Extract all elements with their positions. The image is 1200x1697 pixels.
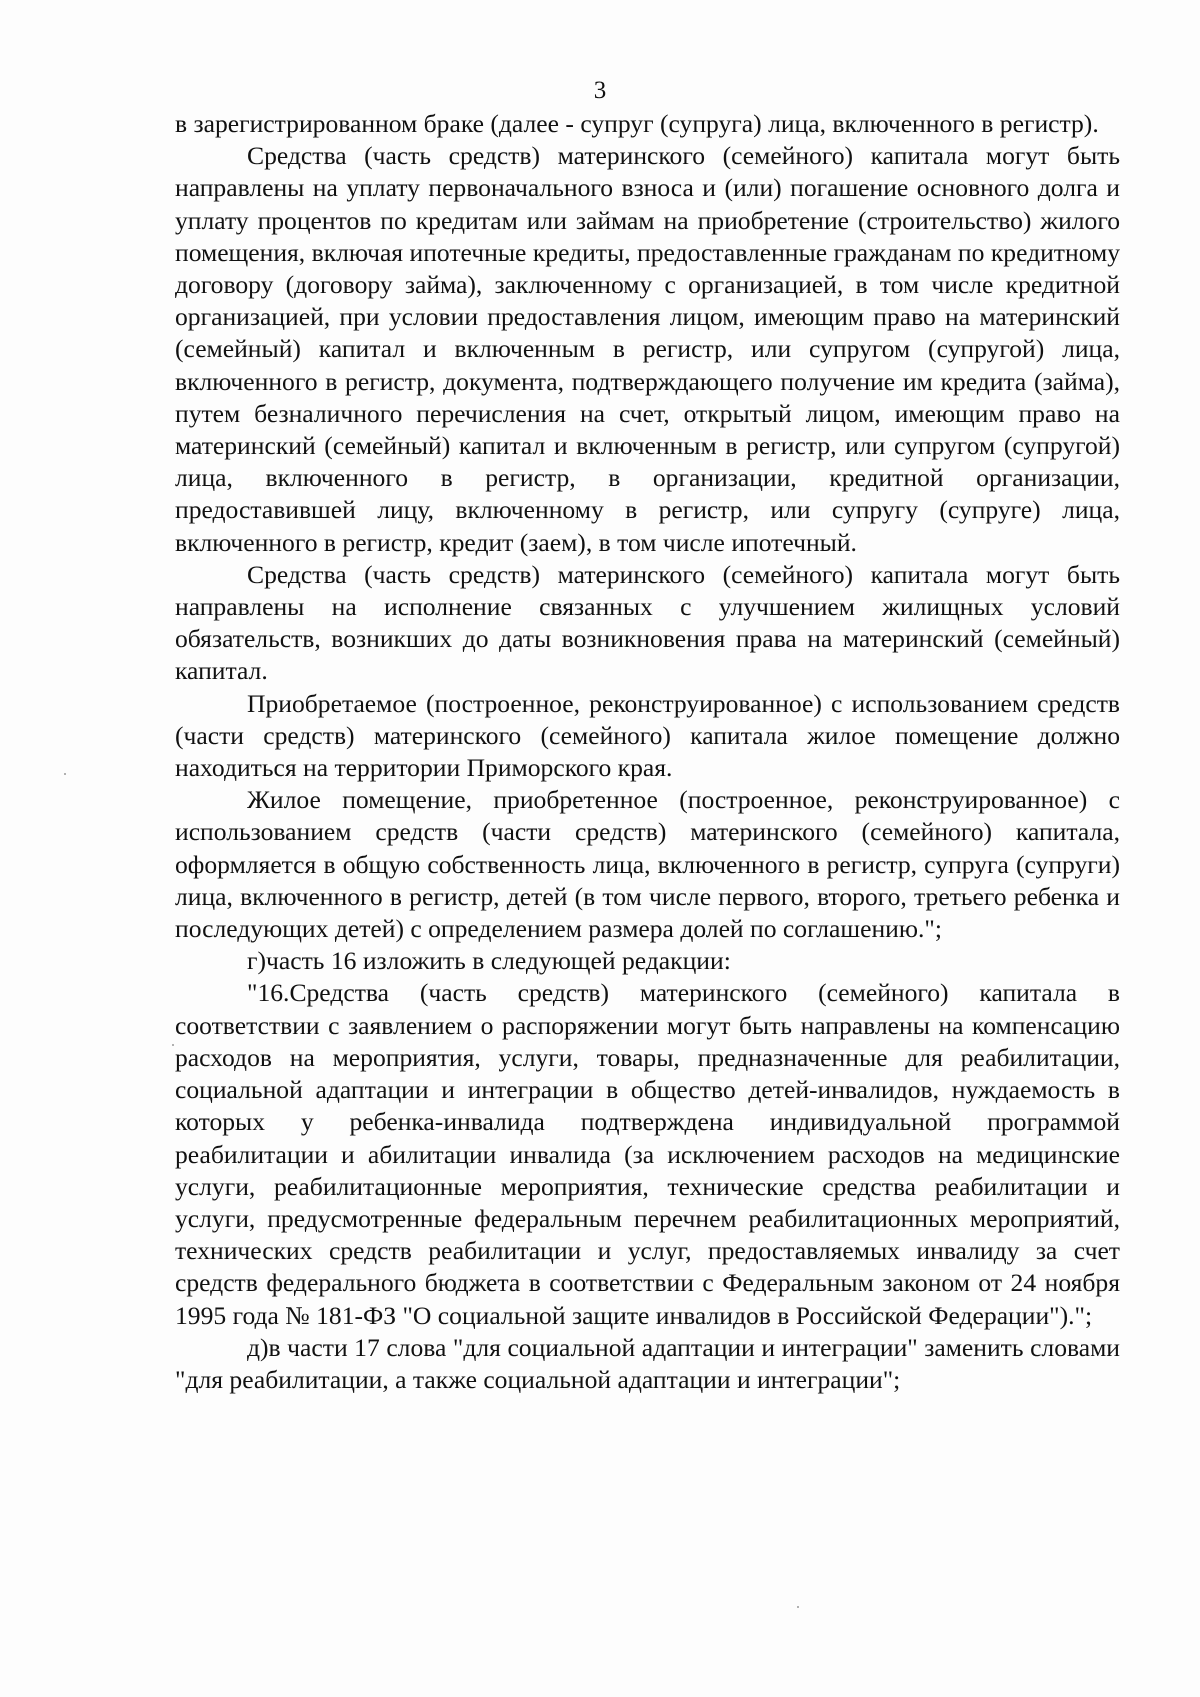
- scan-speck: [172, 1044, 174, 1046]
- paragraph-housing-obligations: Средства (часть средств) материнского (семейного) капитала могут быть направлены на исполнение связанных с улучшением жилищных условий обязательств, возникших до даты возникновения права на материнский (семейный) капитал.: [175, 559, 1120, 686]
- page-number: 3: [593, 77, 607, 104]
- document-body: [175, 108, 1120, 1396]
- scan-speck: [64, 773, 66, 775]
- paragraph-part-16: "16.Средства (часть средств) материнского (семейного) капитала в соответствии с заявлением о распоряжении могут быть направлены на компенсацию расходов на мероприятия, услуги, товары, предназначенные для реабилитации, социальной адаптации и интеграции в общество детей-инвалидов, нуждаемость в которых у ребенка-инвалида подтверждена индивидуальной программой реабилитации и абилитации инвалида (за исключением расходов на медицинские услуги, реабилитационные мероприятия, технические средства реабилитации и услуги, предусмотренные федеральным перечнем реабилитационных мероприятий, технических средств реабилитации и услуг, предоставляемых инвалиду за счет средств федерального бюджета в соответствии с Федеральным законом от 24 ноября 1995 года № 181-ФЗ "О социальной защите инвалидов в Российской Федерации").";: [175, 978, 1120, 1330]
- paragraph-primorsky-territory: Приобретаемое (построенное, реконструированное) с использованием средств (части средств) материнского (семейного) капитала жилое помещение должно находиться на территории Приморского края.: [175, 688, 1120, 783]
- paragraph-continuation: в зарегистрированном браке (далее - супруг (супруга) лица, включенного в регистр).: [175, 109, 1099, 138]
- scan-speck: [797, 1606, 799, 1608]
- paragraph-common-ownership: Жилое помещение, приобретенное (построенное, реконструированное) с использованием средств (части средств) материнского (семейного) капитала, оформляется в общую собственность лица, включенного в регистр, супруга (супруги) лица, включенного в регистр, детей (в том числе первого, второго, третьего ребенка и последующих детей) с определением размера долей по соглашению.";: [175, 785, 1120, 944]
- paragraph-mortgage-funds: Средства (часть средств) материнского (семейного) капитала могут быть направлены на уплату первоначального взноса и (или) погашение основного долга и уплату процентов по кредитам или займам на приобретение (строительство) жилого помещения, включая ипотечные кредиты, предоставленные гражданам по кредитному договору (договору займа), заключенному с организацией, в том числе кредитной организацией, при условии предоставления лицом, имеющим право на материнский (семейный) капитал и включенным в регистр, или супругом (супругой) лица, включенного в регистр, документа, подтверждающего получение им кредита (займа), путем безналичного перечисления на счет, открытый лицом, имеющим право на материнский (семейный) капитал и включенным в регистр, или супругом (супругой) лица, включенного в регистр, в организации, кредитной организации, предоставившей лицу, включенному в регистр, или супругу (супруге) лица, включенного в регистр, кредит (заем), в том числе ипотечный.: [175, 141, 1120, 557]
- paragraph-item-g: г)часть 16 изложить в следующей редакции:: [247, 946, 731, 976]
- paragraph-item-d: д)в части 17 слова "для социальной адаптации и интеграции" заменить словами "для реабилитации, а также социальной адаптации и интеграции";: [175, 1332, 1120, 1394]
